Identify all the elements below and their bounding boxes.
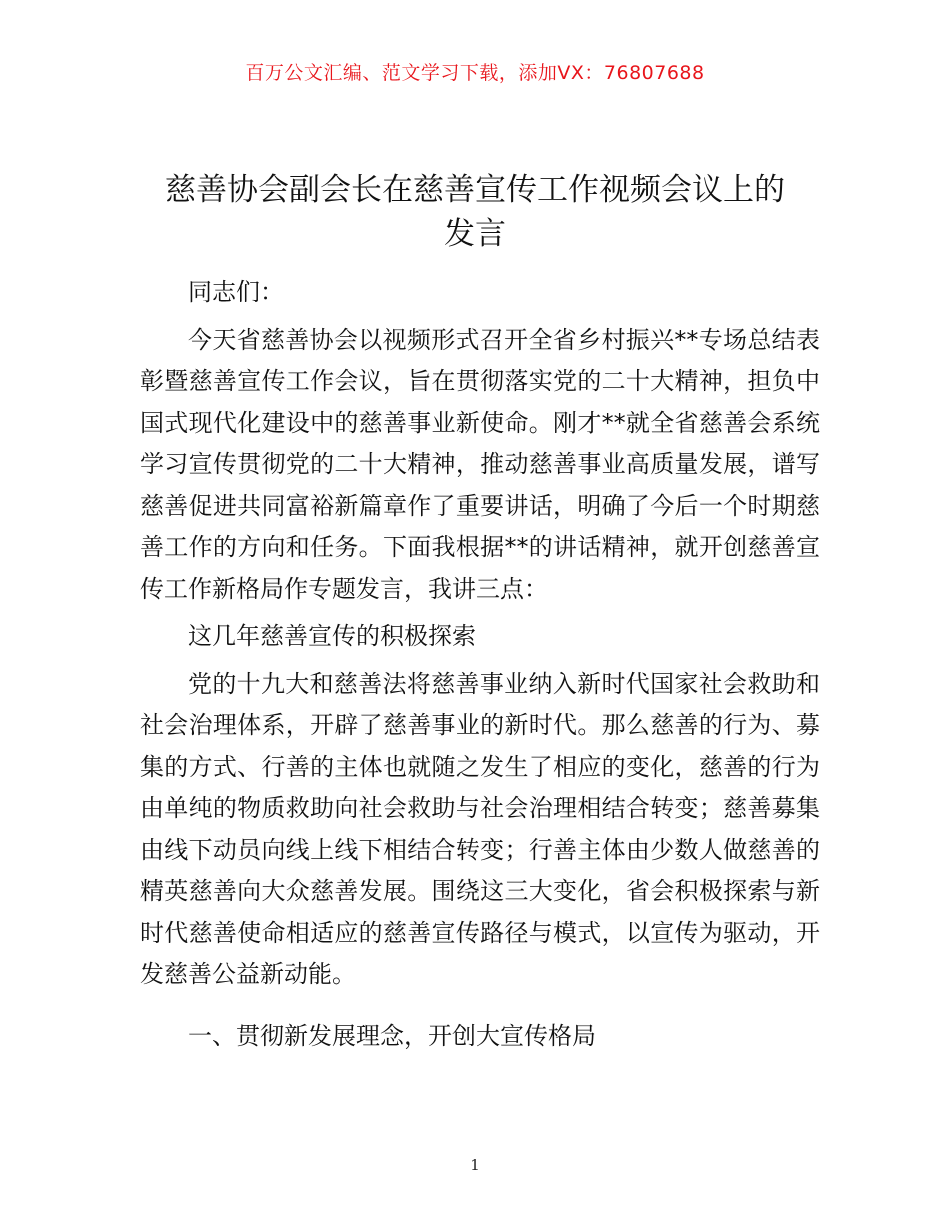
title-line-1: 慈善协会副会长在慈善宣传工作视频会议上的 [165,172,785,208]
intro-paragraph: 今天省慈善协会以视频形式召开全省乡村振兴**专场总结表彰暨慈善宣传工作会议，旨在贯彻落实党的二十大精神，担负中国式现代化建设中的慈善事业新使命。刚才**就全省慈善会系统学习宣传贯彻党的二十大精神，推动慈善事业高质量发展，谱写慈善促进共同富裕新篇章作了重要讲话，明确了今后一个时期慈善工作的方向和任务。下面我根据**的讲话精神，就开创慈善宣传工作新格局作专题发言，我讲三点： [140,325,820,603]
document-body [140,272,820,1057]
watermark-banner: 百万公文汇编、范文学习下载，添加VX：76807688 [245,62,705,84]
document-title [130,168,820,256]
title-line-2: 发言 [444,216,506,252]
section-body-paragraph: 党的十九大和慈善法将慈善事业纳入新时代国家社会救助和社会治理体系，开辟了慈善事业的新时代。那么慈善的行为、募集的方式、行善的主体也就随之发生了相应的变化，慈善的行为由单纯的物质救助向社会救助与社会治理相结合转变；慈善募集由线下动员向线上线下相结合转变；行善主体由少数人做慈善的精英慈善向大众慈善发展。围绕这三大变化，省会积极探索与新时代慈善使命相适应的慈善宣传路径与模式，以宣传为驱动，开发慈善公益新动能。 [140,669,820,988]
page-number: 1 [470,1156,480,1174]
section-heading: 这几年慈善宣传的积极探索 [188,622,476,650]
greeting-paragraph: 同志们： [188,278,284,306]
subheading-1: 一、贯彻新发展理念，开创大宣传格局 [188,1021,596,1050]
